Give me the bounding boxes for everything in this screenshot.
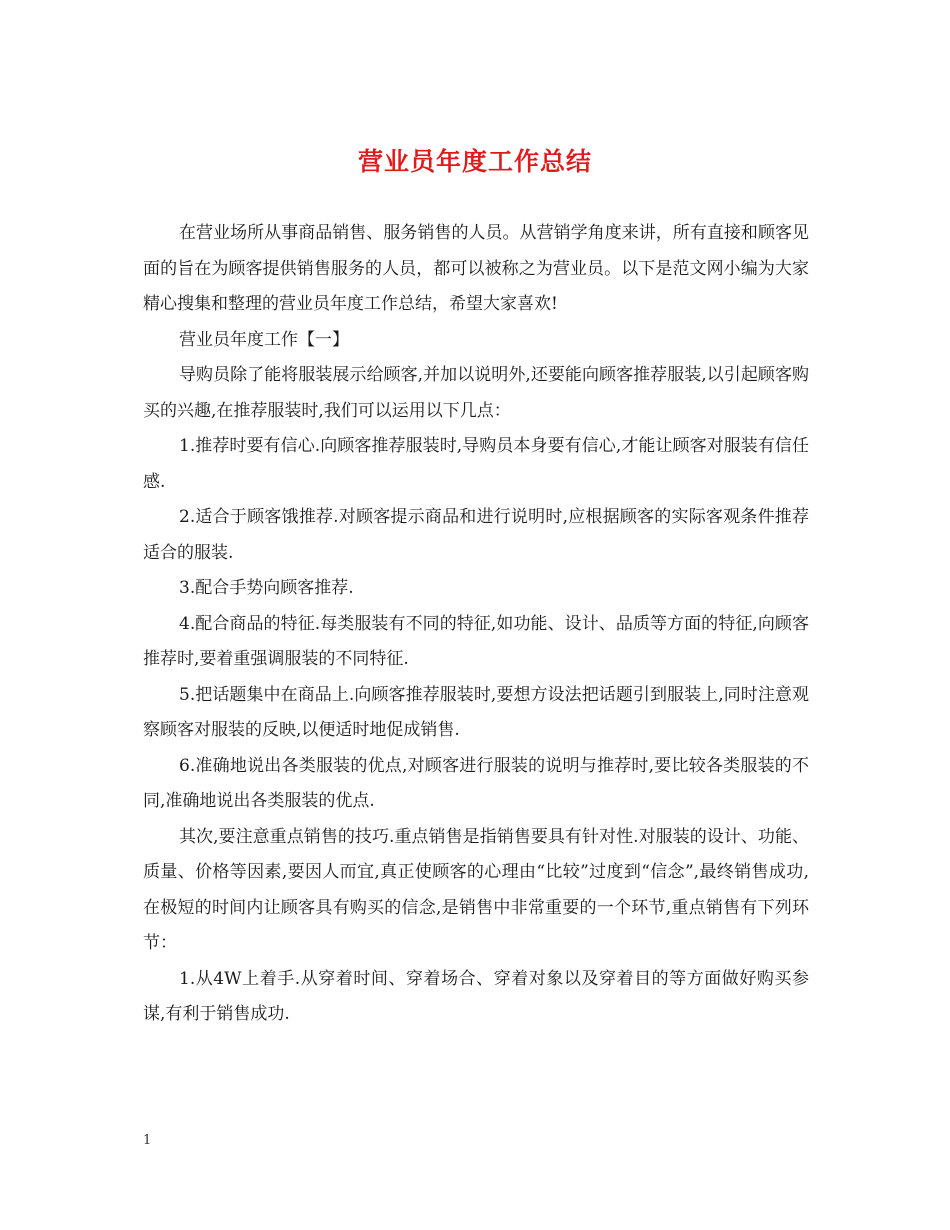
section-heading: 营业员年度工作【一】 (179, 329, 349, 350)
document-title: 营业员年度工作总结 (357, 147, 592, 176)
list-item: 3.配合手势向顾客推荐. (179, 578, 354, 598)
paragraph: 导购员除了能将服装展示给顾客,并加以说明外,还要能向顾客推荐服装,以引起顾客购买的兴趣,在推荐服装时,我们可以运用以下几点： (143, 365, 809, 421)
page-number: 1 (143, 1133, 152, 1148)
paragraph-intro: 在营业场所从事商品销售、服务销售的人员。从营销学角度来讲，所有直接和顾客见面的旨在为顾客提供销售服务的人员，都可以被称之为营业员。以下是范文网小编为大家精心搜集和整理的营业员年度工作总结，希望大家喜欢! (143, 223, 809, 314)
list-item: 4.配合商品的特征.每类服装有不同的特征,如功能、设计、品质等方面的特征,向顾客推荐时,要着重强调服装的不同特征. (143, 613, 809, 669)
document-body (143, 216, 809, 1033)
list-item: 1.从4W上着手.从穿着时间、穿着场合、穿着对象以及穿着目的等方面做好购买参谋,有利于销售成功. (143, 968, 809, 1024)
list-item: 1.推荐时要有信心.向顾客推荐服装时,导购员本身要有信心,才能让顾客对服装有信任感. (143, 436, 809, 492)
paragraph: 其次,要注意重点销售的技巧.重点销售是指销售要具有针对性.对服装的设计、功能、质量、价格等因素,要因人而宜,真正使顾客的心理由“比较”过度到“信念”,最终销售成功,在极短的时间内让顾客具有购买的信念,是销售中非常重要的一个环节,重点销售有下列环节： (143, 826, 809, 953)
list-item: 5.把话题集中在商品上.向顾客推荐服装时,要想方设法把话题引到服装上,同时注意观察顾客对服装的反映,以便适时地促成销售. (143, 684, 809, 740)
list-item: 6.准确地说出各类服装的优点,对顾客进行服装的说明与推荐时,要比较各类服装的不同,准确地说出各类服装的优点. (143, 755, 809, 811)
list-item: 2.适合于顾客饿推荐.对顾客提示商品和进行说明时,应根据顾客的实际客观条件推荐适合的服装. (143, 507, 809, 563)
